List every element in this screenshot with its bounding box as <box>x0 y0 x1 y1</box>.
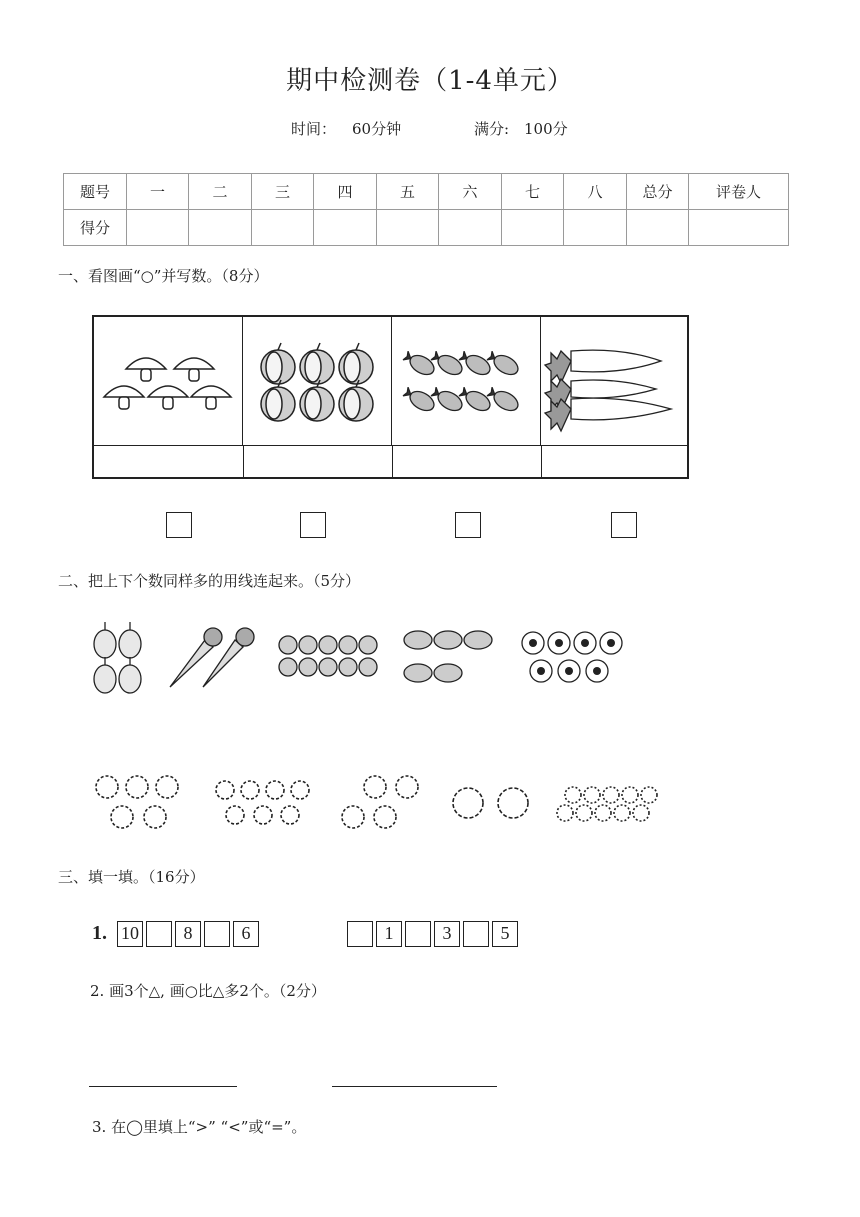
sequence-1 <box>117 921 262 947</box>
picture-cell-eggplants <box>392 317 541 445</box>
score-cell[interactable] <box>127 210 189 246</box>
answer-line[interactable] <box>332 1086 497 1087</box>
header-cell: 总分 <box>627 174 689 210</box>
answer-cell-divider <box>392 445 393 477</box>
section-1-heading: 一、看图画“○”并写数。（8分） <box>58 267 269 285</box>
time-label: 时间： <box>291 120 337 138</box>
answer-row-divider <box>94 445 687 446</box>
score-label: 满分: <box>474 120 510 138</box>
score-cell[interactable] <box>502 210 564 246</box>
section-2-heading: 二、把上下个数同样多的用线连起来。（5分） <box>58 572 361 590</box>
score-cell[interactable] <box>439 210 502 246</box>
top-picture-row <box>85 615 645 695</box>
score-cell[interactable] <box>689 210 789 246</box>
header-cell: 一 <box>127 174 189 210</box>
score-table <box>63 173 789 246</box>
score-cell[interactable] <box>564 210 627 246</box>
answer-box[interactable] <box>611 512 637 538</box>
header-cell: 三 <box>252 174 314 210</box>
score-cell[interactable] <box>314 210 377 246</box>
carrot-icon <box>170 628 254 687</box>
answer-box[interactable] <box>166 512 192 538</box>
section-3-heading: 三、填一填。（16分） <box>58 868 205 886</box>
pear-icon <box>94 622 141 693</box>
number-box[interactable]: 6 <box>233 921 259 947</box>
header-cell: 题号 <box>64 174 127 210</box>
question-1-label: 1. <box>92 922 107 944</box>
header-cell: 四 <box>314 174 377 210</box>
number-box[interactable]: 1 <box>376 921 402 947</box>
radish-icon <box>541 317 689 443</box>
sequence-2 <box>347 921 521 947</box>
answer-cell-divider <box>541 445 542 477</box>
answer-box[interactable] <box>455 512 481 538</box>
number-box[interactable]: 10 <box>117 921 143 947</box>
flower-icon <box>342 776 418 828</box>
picture-cell-apples <box>243 317 392 445</box>
number-box[interactable]: 3 <box>434 921 460 947</box>
apple-icon <box>243 317 391 443</box>
score-cell[interactable] <box>252 210 314 246</box>
score-table-row <box>64 210 789 246</box>
header-cell: 二 <box>189 174 252 210</box>
picture-cell-mushrooms <box>94 317 243 445</box>
time-value: 60分钟 <box>352 120 402 138</box>
number-box[interactable]: 8 <box>175 921 201 947</box>
header-cell: 八 <box>564 174 627 210</box>
score-value: 100分 <box>524 120 568 138</box>
question-2-text: 2. 画3个△, 画○比△多2个。（2分） <box>90 982 326 1000</box>
mushroom-icon <box>94 317 242 443</box>
soccer-ball-icon <box>522 632 622 682</box>
flower-icon <box>453 788 528 818</box>
row-label: 得分 <box>64 210 127 246</box>
page-title: 期中检测卷（1-4单元） <box>286 66 574 96</box>
score-cell[interactable] <box>189 210 252 246</box>
bottom-picture-row <box>85 765 675 840</box>
answer-line[interactable] <box>89 1086 237 1087</box>
picture-cell-radishes <box>541 317 689 445</box>
flower-icon <box>557 787 657 821</box>
number-box[interactable] <box>347 921 373 947</box>
score-cell[interactable] <box>627 210 689 246</box>
header-cell: 七 <box>502 174 564 210</box>
eggplant-icon <box>392 317 540 443</box>
flower-icon <box>96 776 178 828</box>
score-table-header <box>64 174 789 210</box>
number-box[interactable] <box>146 921 172 947</box>
ball-icon <box>279 636 377 676</box>
score-cell[interactable] <box>377 210 439 246</box>
header-cell: 评卷人 <box>689 174 789 210</box>
header-cell: 五 <box>377 174 439 210</box>
number-box[interactable] <box>463 921 489 947</box>
answer-cell-divider <box>243 445 244 477</box>
number-box[interactable] <box>204 921 230 947</box>
question-3-text: 3. 在◯里填上“>” “<”或“=”。 <box>92 1118 307 1136</box>
answer-box[interactable] <box>300 512 326 538</box>
picture-table <box>92 315 689 479</box>
number-box[interactable] <box>405 921 431 947</box>
flower-icon <box>216 781 309 824</box>
cabbage-icon <box>404 631 492 682</box>
number-box[interactable]: 5 <box>492 921 518 947</box>
header-cell: 六 <box>439 174 502 210</box>
